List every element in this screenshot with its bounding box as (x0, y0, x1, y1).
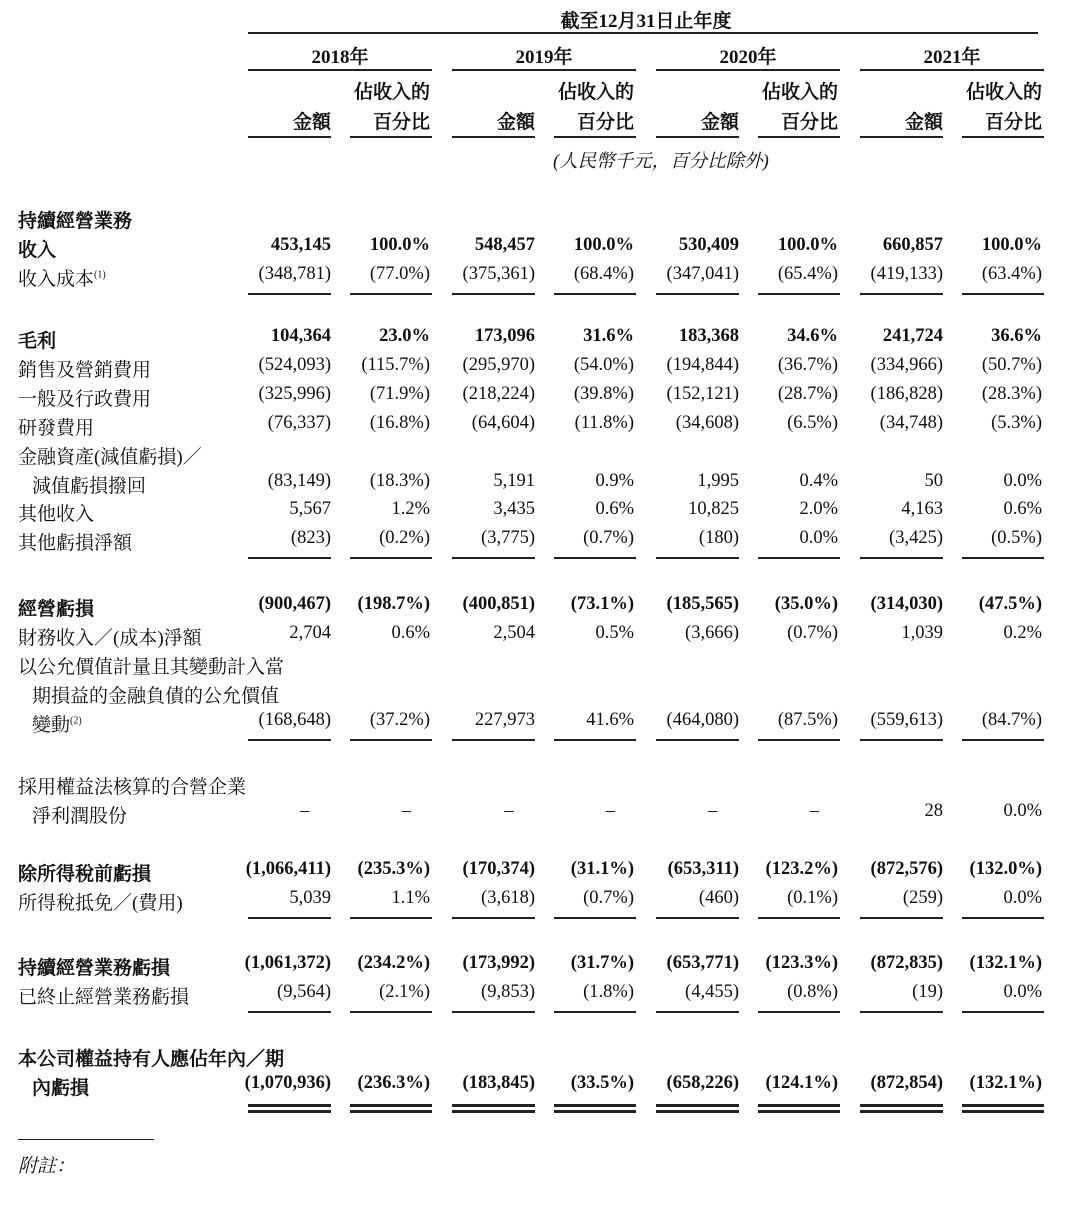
subtotal-rule (350, 293, 432, 295)
footnote-label: 附註： (18, 1156, 76, 1177)
row-label: 期損益的金融負債的公允價值 (32, 686, 280, 707)
amount-cell: 2,504 (493, 623, 535, 643)
row-label: 持續經營業務 (18, 211, 133, 232)
amount-cell: (559,613) (870, 710, 943, 730)
pct-cell: 34.6% (787, 326, 838, 346)
subtotal-rule (452, 739, 535, 741)
subtotal-rule (758, 739, 840, 741)
subtotal-rule (248, 1011, 331, 1013)
row-label: 以公允價值計量且其變動計入當 (18, 657, 285, 678)
pct-cell: (0.1%) (787, 888, 838, 908)
row-label: 毛利 (18, 331, 57, 352)
amount-col-header: 金額 (904, 112, 943, 133)
row-label: 收入成本$^{(1)}$ (18, 269, 106, 290)
total-double-rule (350, 1104, 432, 1107)
amount-cell: (170,374) (462, 859, 535, 879)
pct-cell: 0.9% (595, 471, 634, 491)
subtotal-rule (554, 739, 636, 741)
subtotal-rule (656, 917, 739, 919)
amount-cell: 5,567 (289, 499, 331, 519)
period-title: 截至12月31日止年度 (560, 11, 732, 32)
amount-cell: 530,409 (678, 235, 739, 255)
total-double-rule (656, 1110, 739, 1113)
pct-cell: (123.2%) (765, 859, 838, 879)
amount-cell: 241,724 (882, 326, 943, 346)
total-double-rule (248, 1104, 331, 1107)
pct-cell: (36.7%) (777, 355, 838, 375)
amount-cell: (83,149) (267, 471, 331, 491)
total-double-rule (452, 1104, 535, 1107)
amount-cell: (348,781) (258, 264, 331, 284)
amount-cell: (872,576) (870, 859, 943, 879)
year-header-2020: 2020年 (719, 47, 777, 68)
pct-cell: (54.0%) (573, 355, 634, 375)
amount-cell: 104,364 (270, 326, 331, 346)
pct-cell: (132.0%) (969, 859, 1042, 879)
col-header-underline (554, 136, 636, 138)
pct-cell: – (605, 801, 615, 821)
subtotal-rule (860, 739, 943, 741)
amount-col-header: 金額 (496, 112, 535, 133)
amount-cell: (218,224) (462, 384, 535, 404)
amount-cell: (295,970) (462, 355, 535, 375)
pct-cell: – (401, 801, 411, 821)
row-label: 變動$^{(2)}$ (32, 715, 82, 736)
pct-col-header-line1: 佔收入的 (353, 82, 430, 103)
amount-cell: 227,973 (474, 710, 535, 730)
pct-cell: 0.6% (595, 499, 634, 519)
subtotal-rule (554, 293, 636, 295)
subtotal-rule (962, 557, 1044, 559)
subtotal-rule (656, 293, 739, 295)
row-label: 內虧損 (32, 1078, 90, 1099)
amount-cell: 2,704 (289, 623, 331, 643)
amount-cell: (64,604) (471, 413, 535, 433)
pct-cell: 100.0% (369, 235, 430, 255)
row-label: 採用權益法核算的合營企業 (18, 777, 247, 798)
amount-cell: (823) (290, 528, 331, 548)
amount-col-header: 金額 (700, 112, 739, 133)
col-header-underline (248, 136, 331, 138)
pct-cell: (1.8%) (583, 982, 634, 1002)
amount-cell: (1,061,372) (244, 953, 331, 973)
pct-cell: – (809, 801, 819, 821)
unit-note: (人民幣千元，百分比除外) (553, 152, 769, 172)
subtotal-rule (656, 1011, 739, 1013)
amount-cell: 5,039 (289, 888, 331, 908)
amount-cell: (325,996) (258, 384, 331, 404)
row-label: 經營虧損 (18, 599, 95, 620)
pct-cell: (0.2%) (379, 528, 430, 548)
subtotal-rule (350, 557, 432, 559)
pct-cell: (68.4%) (573, 264, 634, 284)
pct-cell: (16.8%) (369, 413, 430, 433)
total-double-rule (554, 1104, 636, 1107)
amount-cell: (3,775) (481, 528, 535, 548)
subtotal-rule (554, 557, 636, 559)
row-label: 收入 (18, 240, 57, 261)
subtotal-rule (860, 1011, 943, 1013)
pct-cell: 0.6% (1003, 499, 1042, 519)
subtotal-rule (452, 917, 535, 919)
pct-cell: (0.7%) (583, 528, 634, 548)
pct-cell: (0.8%) (787, 982, 838, 1002)
amount-cell: (314,030) (870, 594, 943, 614)
row-label: 財務收入／(成本)淨額 (18, 628, 202, 649)
subtotal-rule (248, 917, 331, 919)
year-underline-2018 (248, 69, 432, 71)
pct-cell: 31.6% (583, 326, 634, 346)
amount-cell: (185,565) (666, 594, 739, 614)
row-label: 銷售及營銷費用 (18, 360, 152, 381)
subtotal-rule (860, 557, 943, 559)
pct-cell: 0.5% (595, 623, 634, 643)
pct-col-header-line2: 百分比 (372, 112, 430, 133)
amount-cell: 453,145 (270, 235, 331, 255)
subtotal-rule (758, 1011, 840, 1013)
col-header-underline (758, 136, 840, 138)
amount-cell: (400,851) (462, 594, 535, 614)
row-label: 減值虧損撥回 (32, 476, 147, 497)
row-label: 除所得稅前虧損 (18, 864, 152, 885)
footnote-ref: (1) (94, 269, 106, 281)
amount-col-header: 金額 (292, 112, 331, 133)
subtotal-rule (248, 293, 331, 295)
row-label: 金融資產(減值虧損)／ (18, 447, 202, 468)
amount-cell: (3,425) (889, 528, 943, 548)
pct-cell: (35.0%) (774, 594, 838, 614)
total-double-rule (452, 1110, 535, 1113)
pct-cell: 41.6% (586, 710, 634, 730)
subtotal-rule (248, 739, 331, 741)
row-label: 其他虧損淨額 (18, 533, 133, 554)
pct-cell: 0.2% (1003, 623, 1042, 643)
pct-cell: 1.1% (391, 888, 430, 908)
subtotal-rule (860, 293, 943, 295)
amount-cell: 548,457 (474, 235, 535, 255)
total-double-rule (656, 1104, 739, 1107)
pct-cell: 100.0% (573, 235, 634, 255)
pct-cell: (2.1%) (379, 982, 430, 1002)
subtotal-rule (962, 293, 1044, 295)
amount-cell: (183,845) (462, 1073, 535, 1093)
subtotal-rule (656, 739, 739, 741)
amount-cell: 183,368 (678, 326, 739, 346)
amount-cell: (375,361) (462, 264, 535, 284)
total-double-rule (860, 1104, 943, 1107)
pct-cell: (132.1%) (969, 953, 1042, 973)
row-label: 本公司權益持有人應佔年內／期 (18, 1049, 285, 1070)
subtotal-rule (554, 917, 636, 919)
amount-cell: (180) (698, 528, 739, 548)
pct-cell: (198.7%) (357, 594, 430, 614)
subtotal-rule (656, 557, 739, 559)
amount-cell: 4,163 (901, 499, 943, 519)
subtotal-rule (758, 293, 840, 295)
amount-cell: (76,337) (267, 413, 331, 433)
amount-cell: (419,133) (870, 264, 943, 284)
pct-cell: (123.3%) (765, 953, 838, 973)
subtotal-rule (758, 557, 840, 559)
total-double-rule (962, 1110, 1044, 1113)
subtotal-rule (452, 1011, 535, 1013)
subtotal-rule (860, 917, 943, 919)
row-label: 已終止經營業務虧損 (18, 987, 190, 1008)
col-header-underline (962, 136, 1044, 138)
pct-cell: 0.0% (1003, 801, 1042, 821)
pct-cell: (18.3%) (369, 471, 430, 491)
amount-cell: (186,828) (870, 384, 943, 404)
pct-cell: (6.5%) (787, 413, 838, 433)
pct-cell: (234.2%) (357, 953, 430, 973)
amount-cell: (347,041) (666, 264, 739, 284)
amount-cell: 10,825 (688, 499, 739, 519)
pct-cell: 36.6% (991, 326, 1042, 346)
pct-cell: (37.2%) (369, 710, 430, 730)
pct-cell: (235.3%) (357, 859, 430, 879)
row-label: 其他收入 (18, 504, 95, 525)
pct-col-header-line2: 百分比 (576, 112, 634, 133)
pct-cell: (73.1%) (570, 594, 634, 614)
amount-cell: (653,311) (667, 859, 739, 879)
amount-cell: – (504, 801, 514, 821)
total-double-rule (554, 1110, 636, 1113)
pct-col-header-line2: 百分比 (984, 112, 1042, 133)
pct-cell: (71.9%) (369, 384, 430, 404)
total-double-rule (350, 1110, 432, 1113)
pct-cell: 0.4% (799, 471, 838, 491)
amount-cell: (3,618) (481, 888, 535, 908)
amount-cell: (524,093) (258, 355, 331, 375)
pct-cell: 1.2% (391, 499, 430, 519)
subtotal-rule (554, 1011, 636, 1013)
pct-cell: (87.5%) (777, 710, 838, 730)
pct-col-header-line1: 佔收入的 (761, 82, 838, 103)
pct-cell: (31.7%) (570, 953, 634, 973)
row-label: 一般及行政費用 (18, 389, 152, 410)
amount-cell: 1,039 (901, 623, 943, 643)
year-underline-2020 (656, 69, 840, 71)
year-underline-2021 (860, 69, 1044, 71)
amount-cell: 50 (924, 471, 943, 491)
amount-cell: (334,966) (870, 355, 943, 375)
amount-cell: (872,854) (870, 1073, 943, 1093)
amount-cell: (9,853) (481, 982, 535, 1002)
pct-cell: (132.1%) (969, 1073, 1042, 1093)
pct-cell: 100.0% (981, 235, 1042, 255)
amount-cell: (34,608) (675, 413, 739, 433)
total-double-rule (248, 1110, 331, 1113)
total-double-rule (962, 1104, 1044, 1107)
pct-cell: 0.6% (391, 623, 430, 643)
amount-cell: (168,648) (258, 710, 331, 730)
row-label: 淨利潤股份 (32, 806, 128, 827)
pct-cell: 2.0% (799, 499, 838, 519)
pct-cell: (77.0%) (369, 264, 430, 284)
amount-cell: 173,096 (474, 326, 535, 346)
pct-cell: (63.4%) (981, 264, 1042, 284)
subtotal-rule (962, 1011, 1044, 1013)
pct-cell: (236.3%) (357, 1073, 430, 1093)
year-header-2021: 2021年 (923, 47, 981, 68)
total-double-rule (758, 1110, 840, 1113)
amount-cell: (460) (698, 888, 739, 908)
footnote-rule (18, 1139, 154, 1140)
pct-cell: (28.3%) (981, 384, 1042, 404)
amount-cell: 1,995 (697, 471, 739, 491)
amount-cell: (900,467) (258, 594, 331, 614)
amount-cell: (19) (912, 982, 943, 1002)
subtotal-rule (452, 293, 535, 295)
year-header-2018: 2018年 (311, 47, 369, 68)
amount-cell: (653,771) (666, 953, 739, 973)
amount-cell: (1,070,936) (244, 1073, 331, 1093)
col-header-underline (452, 136, 535, 138)
pct-cell: (65.4%) (777, 264, 838, 284)
col-header-underline (656, 136, 739, 138)
pct-cell: (50.7%) (981, 355, 1042, 375)
amount-cell: (872,835) (870, 953, 943, 973)
pct-cell: (5.3%) (991, 413, 1042, 433)
amount-cell: 3,435 (493, 499, 535, 519)
total-double-rule (758, 1104, 840, 1107)
amount-cell: 28 (924, 801, 943, 821)
amount-cell: (194,844) (666, 355, 739, 375)
total-double-rule (860, 1110, 943, 1113)
pct-cell: (47.5%) (978, 594, 1042, 614)
year-underline-2019 (452, 69, 636, 71)
subtotal-rule (962, 739, 1044, 741)
pct-cell: (0.7%) (787, 623, 838, 643)
subtotal-rule (758, 917, 840, 919)
period-underline (248, 32, 1038, 34)
pct-cell: (124.1%) (765, 1073, 838, 1093)
footnote-ref: (2) (70, 715, 82, 727)
pct-cell: (28.7%) (777, 384, 838, 404)
pct-cell: (31.1%) (570, 859, 634, 879)
pct-cell: 0.0% (799, 528, 838, 548)
amount-cell: (152,121) (666, 384, 739, 404)
subtotal-rule (452, 557, 535, 559)
pct-col-header-line1: 佔收入的 (965, 82, 1042, 103)
amount-cell: 5,191 (493, 471, 535, 491)
row-label: 研發費用 (18, 418, 95, 439)
subtotal-rule (350, 1011, 432, 1013)
subtotal-rule (248, 557, 331, 559)
subtotal-rule (350, 917, 432, 919)
amount-cell: (3,666) (685, 623, 739, 643)
amount-cell: (34,748) (879, 413, 943, 433)
pct-cell: (84.7%) (981, 710, 1042, 730)
amount-cell: (1,066,411) (245, 859, 331, 879)
row-label: 所得稅抵免／(費用) (18, 893, 183, 914)
pct-cell: 23.0% (379, 326, 430, 346)
pct-cell: (11.8%) (574, 413, 634, 433)
amount-cell: (4,455) (685, 982, 739, 1002)
amount-cell: (173,992) (462, 953, 535, 973)
pct-col-header-line1: 佔收入的 (557, 82, 634, 103)
pct-cell: (33.5%) (570, 1073, 634, 1093)
amount-cell: (9,564) (277, 982, 331, 1002)
col-header-underline (860, 136, 943, 138)
pct-cell: (39.8%) (573, 384, 634, 404)
row-label: 持續經營業務虧損 (18, 958, 171, 979)
pct-cell: 0.0% (1003, 982, 1042, 1002)
pct-col-header-line2: 百分比 (780, 112, 838, 133)
subtotal-rule (962, 917, 1044, 919)
pct-cell: (0.7%) (583, 888, 634, 908)
pct-cell: (0.5%) (991, 528, 1042, 548)
year-header-2019: 2019年 (515, 47, 573, 68)
pct-cell: (115.7%) (361, 355, 430, 375)
pct-cell: 0.0% (1003, 471, 1042, 491)
pct-cell: 0.0% (1003, 888, 1042, 908)
subtotal-rule (350, 739, 432, 741)
amount-cell: – (300, 801, 310, 821)
pct-cell: 100.0% (777, 235, 838, 255)
amount-cell: – (708, 801, 718, 821)
amount-cell: (259) (902, 888, 943, 908)
amount-cell: 660,857 (882, 235, 943, 255)
col-header-underline (350, 136, 432, 138)
amount-cell: (658,226) (666, 1073, 739, 1093)
amount-cell: (464,080) (666, 710, 739, 730)
